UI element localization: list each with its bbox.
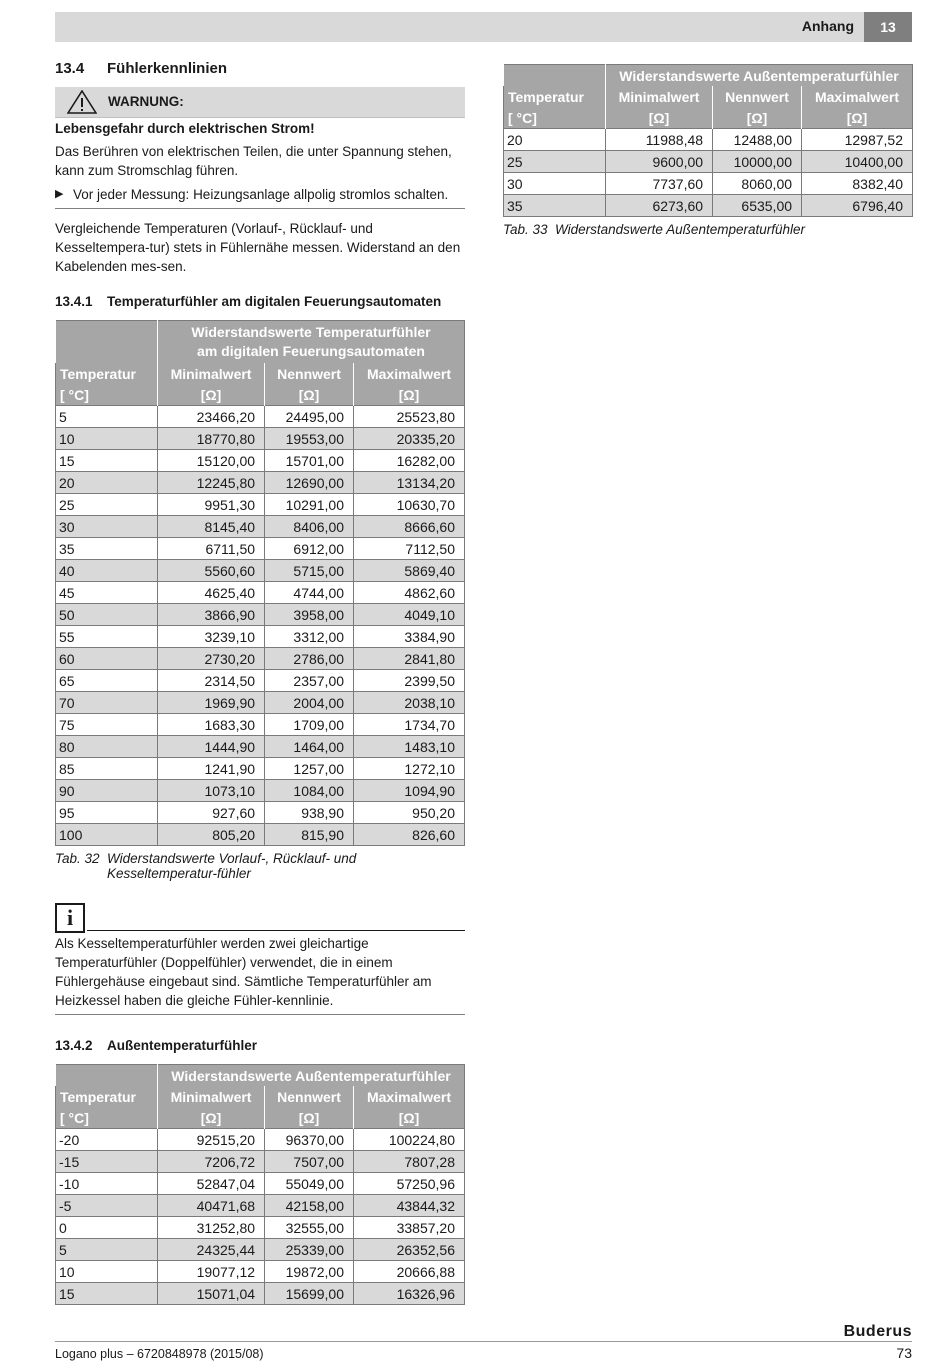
cell-nominal: 24495,00 [265,406,354,428]
cell-nominal: 1464,00 [265,736,354,758]
cell-max: 10400,00 [802,151,913,173]
cell-nominal: 10000,00 [713,151,802,173]
cell-temperature: 85 [56,758,158,780]
cell-min: 9600,00 [606,151,713,173]
cell-temperature: 35 [56,538,158,560]
cell-nominal: 96370,00 [265,1129,354,1151]
col-unit-temperature: [ °C] [56,384,158,406]
col-header-min: Minimalwert [158,363,265,384]
cell-min: 927,60 [158,802,265,824]
table-row [56,1217,465,1239]
divider [55,208,465,209]
intro-text: Vergleichende Temperaturen (Vorlauf-, Rücklauf- und Kesseltempera-tur) stets in Fühlernähe messen. Widerstand an den Kabelenden mes-sen. [55,221,461,274]
cell-nominal: 19553,00 [265,428,354,450]
table-row [504,195,913,217]
table-header-empty [504,65,606,87]
table-33 [503,64,913,217]
cell-nominal: 12690,00 [265,472,354,494]
cell-max: 2399,50 [354,670,465,692]
cell-temperature: -15 [56,1151,158,1173]
left-column [55,60,465,1305]
subsection-2-number: 13.4.2 [55,1038,93,1053]
cell-min: 11988,48 [606,129,713,151]
table-row [504,173,913,195]
col-unit-temperature: [ °C] [56,1107,158,1129]
cell-max: 12987,52 [802,129,913,151]
table-row [56,1129,465,1151]
info-rule [87,930,465,931]
table-row [56,516,465,538]
subsection-1-heading [55,294,465,309]
cell-min: 9951,30 [158,494,265,516]
warning-label: WARNUNG: [108,94,184,109]
table-group-header-line1: Widerstandswerte Temperaturfühler [191,324,431,340]
caption-text: Widerstandswerte Außentemperaturfühler [555,222,805,237]
table-row [56,450,465,472]
col-unit-max: [Ω] [802,107,913,129]
table-row [56,736,465,758]
cell-min: 1241,90 [158,758,265,780]
cell-nominal: 2004,00 [265,692,354,714]
cell-min: 92515,20 [158,1129,265,1151]
table-header-empty [56,1065,158,1087]
cell-nominal: 42158,00 [265,1195,354,1217]
cell-min: 4625,40 [158,582,265,604]
table-group-header: Widerstandswerte Außentemperaturfühler [606,65,913,87]
cell-max: 5869,40 [354,560,465,582]
right-column [503,64,913,237]
section-number: 13.4 [55,60,85,77]
table-outdoor-sensor [55,1064,465,1305]
cell-min: 2314,50 [158,670,265,692]
col-header-max: Maximalwert [802,86,913,107]
cell-temperature: 35 [504,195,606,217]
cell-temperature: 0 [56,1217,158,1239]
table-group-header-line2: am digitalen Feuerungsautomaten [197,343,425,359]
cell-temperature: 30 [504,173,606,195]
col-header-min: Minimalwert [158,1086,265,1107]
bullet-arrow-icon: ▶ [55,188,64,200]
cell-min: 24325,44 [158,1239,265,1261]
cell-min: 12245,80 [158,472,265,494]
cell-temperature: 15 [56,450,158,472]
buderus-logo: Buderus [843,1323,912,1340]
cell-max: 33857,20 [354,1217,465,1239]
cell-nominal: 3312,00 [265,626,354,648]
cell-max: 1734,70 [354,714,465,736]
table-row [56,1195,465,1217]
col-unit-temperature: [ °C] [504,107,606,129]
section-title: Fühlerkennlinien [107,60,228,77]
table-row [56,1151,465,1173]
cell-nominal: 10291,00 [265,494,354,516]
footer-rule [55,1341,912,1342]
cell-min: 6273,60 [606,195,713,217]
table-row [56,648,465,670]
subsection-1-title: Temperaturfühler am digitalen Feuerungsautomaten [107,294,442,309]
cell-min: 2730,20 [158,648,265,670]
cell-max: 7807,28 [354,1151,465,1173]
page-number: 73 [896,1345,912,1361]
cell-max: 4862,60 [354,582,465,604]
table-row [56,582,465,604]
cell-min: 31252,80 [158,1217,265,1239]
cell-max: 2038,10 [354,692,465,714]
table-row [56,604,465,626]
cell-nominal: 2357,00 [265,670,354,692]
table-row [56,824,465,846]
cell-max: 1272,10 [354,758,465,780]
cell-max: 20666,88 [354,1261,465,1283]
cell-temperature: 60 [56,648,158,670]
warning-bullet-text: Vor jeder Messung: Heizungsanlage allpolig stromlos schalten. [73,187,449,202]
table-row [56,538,465,560]
cell-min: 805,20 [158,824,265,846]
table-row [504,151,913,173]
cell-min: 1683,30 [158,714,265,736]
table-row [56,406,465,428]
col-unit-max: [Ω] [354,384,465,406]
cell-max: 826,60 [354,824,465,846]
cell-temperature: 40 [56,560,158,582]
cell-nominal: 5715,00 [265,560,354,582]
table-row [56,780,465,802]
warning-bar [55,87,465,118]
cell-temperature: 75 [56,714,158,736]
col-unit-min: [Ω] [158,384,265,406]
cell-temperature: 25 [504,151,606,173]
info-text: Als Kesseltemperaturfühler werden zwei gleichartige Temperaturfühler (Doppelfühler) verwendet, die in einem Fühlergehäuse eingebaut sind. Sämtliche Temperaturfühler am Heizkessel haben die gleiche Fühler-kennlinie. [55,936,432,1008]
col-unit-nominal: [Ω] [265,384,354,406]
table-row [56,1173,465,1195]
info-icon: i [55,903,85,933]
cell-max: 3384,90 [354,626,465,648]
cell-temperature: 80 [56,736,158,758]
warning-text: Das Berühren von elektrischen Teilen, die unter Spannung stehen, kann zum Stromschlag führen. [55,144,452,178]
cell-nominal: 4744,00 [265,582,354,604]
table-row [56,1239,465,1261]
col-header-temperature: Temperatur [56,363,158,384]
cell-nominal: 15699,00 [265,1283,354,1305]
cell-temperature: 95 [56,802,158,824]
cell-temperature: 55 [56,626,158,648]
cell-min: 1444,90 [158,736,265,758]
cell-nominal: 19872,00 [265,1261,354,1283]
cell-temperature: 30 [56,516,158,538]
table-row [56,472,465,494]
cell-max: 43844,32 [354,1195,465,1217]
cell-max: 10630,70 [354,494,465,516]
footer-document-id: Logano plus – 6720848978 (2015/08) [55,1347,264,1361]
cell-temperature: 90 [56,780,158,802]
cell-nominal: 938,90 [265,802,354,824]
table-32 [55,320,465,846]
cell-temperature: -20 [56,1129,158,1151]
cell-max: 16282,00 [354,450,465,472]
cell-temperature: 20 [56,472,158,494]
cell-nominal: 15701,00 [265,450,354,472]
table-33-caption [503,222,913,237]
cell-nominal: 7507,00 [265,1151,354,1173]
cell-temperature: 5 [56,1239,158,1261]
cell-min: 8145,40 [158,516,265,538]
cell-min: 7206,72 [158,1151,265,1173]
cell-nominal: 8060,00 [713,173,802,195]
table-32-caption [55,851,465,881]
caption-number: Tab. 33 [503,222,548,237]
cell-min: 23466,20 [158,406,265,428]
table-row [56,692,465,714]
subsection-1-number: 13.4.1 [55,294,93,309]
cell-max: 4049,10 [354,604,465,626]
header-chapter-number: 13 [864,12,912,42]
cell-min: 15120,00 [158,450,265,472]
table-row [56,714,465,736]
header-section: Anhang [801,18,854,34]
subsection-2-title: Außentemperaturfühler [107,1038,258,1053]
cell-temperature: 70 [56,692,158,714]
cell-max: 1094,90 [354,780,465,802]
cell-temperature: 50 [56,604,158,626]
col-header-temperature: Temperatur [56,1086,158,1107]
cell-min: 3239,10 [158,626,265,648]
cell-max: 20335,20 [354,428,465,450]
warning-triangle-icon [67,90,97,114]
cell-min: 18770,80 [158,428,265,450]
section-heading [55,60,465,77]
cell-min: 5560,60 [158,560,265,582]
cell-max: 6796,40 [802,195,913,217]
cell-temperature: -10 [56,1173,158,1195]
cell-temperature: 65 [56,670,158,692]
table-row [56,560,465,582]
cell-temperature: 5 [56,406,158,428]
table-row [504,129,913,151]
table-row [56,1283,465,1305]
col-header-nominal: Nennwert [265,363,354,384]
caption-number: Tab. 32 [55,851,100,866]
cell-nominal: 6912,00 [265,538,354,560]
cell-max: 950,20 [354,802,465,824]
cell-max: 16326,96 [354,1283,465,1305]
cell-min: 1969,90 [158,692,265,714]
table-row [56,1261,465,1283]
info-note [55,903,465,931]
cell-temperature: 20 [504,129,606,151]
cell-temperature: 10 [56,1261,158,1283]
cell-nominal: 2786,00 [265,648,354,670]
cell-nominal: 3958,00 [265,604,354,626]
cell-max: 7112,50 [354,538,465,560]
col-header-max: Maximalwert [354,1086,465,1107]
col-header-nominal: Nennwert [265,1086,354,1107]
cell-temperature: 15 [56,1283,158,1305]
cell-nominal: 12488,00 [713,129,802,151]
col-header-temperature: Temperatur [504,86,606,107]
cell-max: 25523,80 [354,406,465,428]
cell-nominal: 6535,00 [713,195,802,217]
caption-text: Widerstandswerte Vorlauf-, Rücklauf- und Kesseltemperatur-fühler [107,851,357,881]
table-row [56,494,465,516]
cell-nominal: 1257,00 [265,758,354,780]
col-unit-min: [Ω] [606,107,713,129]
cell-max: 8382,40 [802,173,913,195]
table-row [56,670,465,692]
cell-max: 57250,96 [354,1173,465,1195]
cell-temperature: 10 [56,428,158,450]
cell-nominal: 1709,00 [265,714,354,736]
cell-min: 52847,04 [158,1173,265,1195]
col-unit-max: [Ω] [354,1107,465,1129]
table-row [56,428,465,450]
subsection-2-heading [55,1038,465,1053]
table-group-header: Widerstandswerte Außentemperaturfühler [158,1065,465,1087]
cell-max: 26352,56 [354,1239,465,1261]
cell-min: 6711,50 [158,538,265,560]
cell-min: 3866,90 [158,604,265,626]
col-header-max: Maximalwert [354,363,465,384]
cell-max: 8666,60 [354,516,465,538]
cell-max: 1483,10 [354,736,465,758]
col-header-min: Minimalwert [606,86,713,107]
cell-nominal: 8406,00 [265,516,354,538]
cell-min: 15071,04 [158,1283,265,1305]
cell-nominal: 25339,00 [265,1239,354,1261]
table-row [56,626,465,648]
cell-nominal: 1084,00 [265,780,354,802]
cell-min: 7737,60 [606,173,713,195]
table-group-header [158,321,465,364]
cell-temperature: -5 [56,1195,158,1217]
col-header-nominal: Nennwert [713,86,802,107]
cell-temperature: 100 [56,824,158,846]
cell-max: 13134,20 [354,472,465,494]
warning-bullet [55,185,465,204]
cell-nominal: 32555,00 [265,1217,354,1239]
cell-nominal: 55049,00 [265,1173,354,1195]
table-header-empty [56,321,158,364]
cell-nominal: 815,90 [265,824,354,846]
header-bar [55,12,912,42]
divider [55,1014,465,1015]
cell-temperature: 45 [56,582,158,604]
cell-min: 40471,68 [158,1195,265,1217]
cell-min: 1073,10 [158,780,265,802]
warning-title: Lebensgefahr durch elektrischen Strom! [55,121,315,136]
cell-min: 19077,12 [158,1261,265,1283]
col-unit-nominal: [Ω] [265,1107,354,1129]
col-unit-nominal: [Ω] [713,107,802,129]
cell-temperature: 25 [56,494,158,516]
col-unit-min: [Ω] [158,1107,265,1129]
cell-max: 100224,80 [354,1129,465,1151]
table-row [56,758,465,780]
table-row [56,802,465,824]
cell-max: 2841,80 [354,648,465,670]
